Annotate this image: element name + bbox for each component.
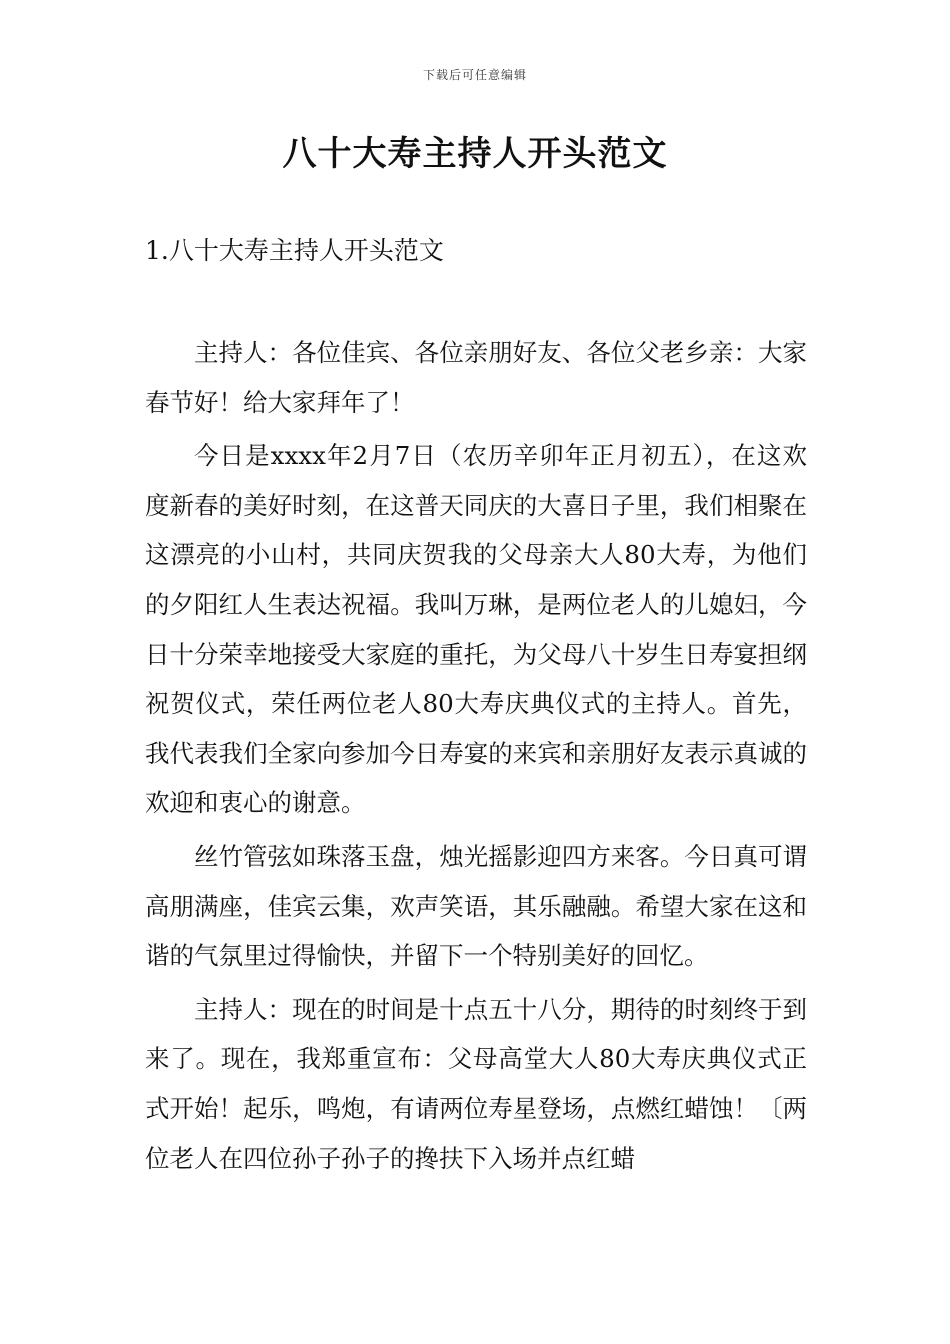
paragraph: 丝竹管弦如珠落玉盘，烛光摇影迎四方来客。今日真可谓高朋满座，佳宾云集，欢声笑语，其乐融融。希望大家在这和谐的气氛里过得愉快，并留下一个特别美好的回忆。 bbox=[145, 841, 807, 971]
header-note: 下载后可任意编辑 bbox=[422, 68, 527, 82]
body-text bbox=[145, 328, 807, 1187]
paragraph: 主持人：各位佳宾、各位亲朋好友、各位父老乡亲：大家春节好！给大家拜年了！ bbox=[145, 338, 807, 417]
paragraph: 今日是xxxx年2月7日（农历辛卯年正月初五），在这欢度新春的美好时刻，在这普天同庆的大喜日子里，我们相聚在这漂亮的小山村，共同庆贺我的父母亲大人80大寿，为他们的夕阳红人生表达祝福。我叫万琳，是两位老人的儿媳妇，今日十分荣幸地接受大家庭的重托，为父母八十岁生日寿宴担纲祝贺仪式，荣任两位老人80大寿庆典仪式的主持人。首先，我代表我们全家向参加今日寿宴的来宾和亲朋好友表示真诚的欢迎和衷心的谢意。 bbox=[145, 441, 807, 818]
paragraph: 主持人：现在的时间是十点五十八分，期待的时刻终于到来了。现在，我郑重宣布：父母高堂大人80大寿庆典仪式正式开始！起乐，鸣炮，有请两位寿星登场，点燃红蜡蚀！〔两位老人在四位孙子孙子的搀扶下入场并点红蜡 bbox=[145, 994, 807, 1173]
section-heading: 1.八十大寿主持人开头范文 bbox=[145, 236, 444, 265]
document-title: 八十大寿主持人开头范文 bbox=[282, 134, 668, 174]
